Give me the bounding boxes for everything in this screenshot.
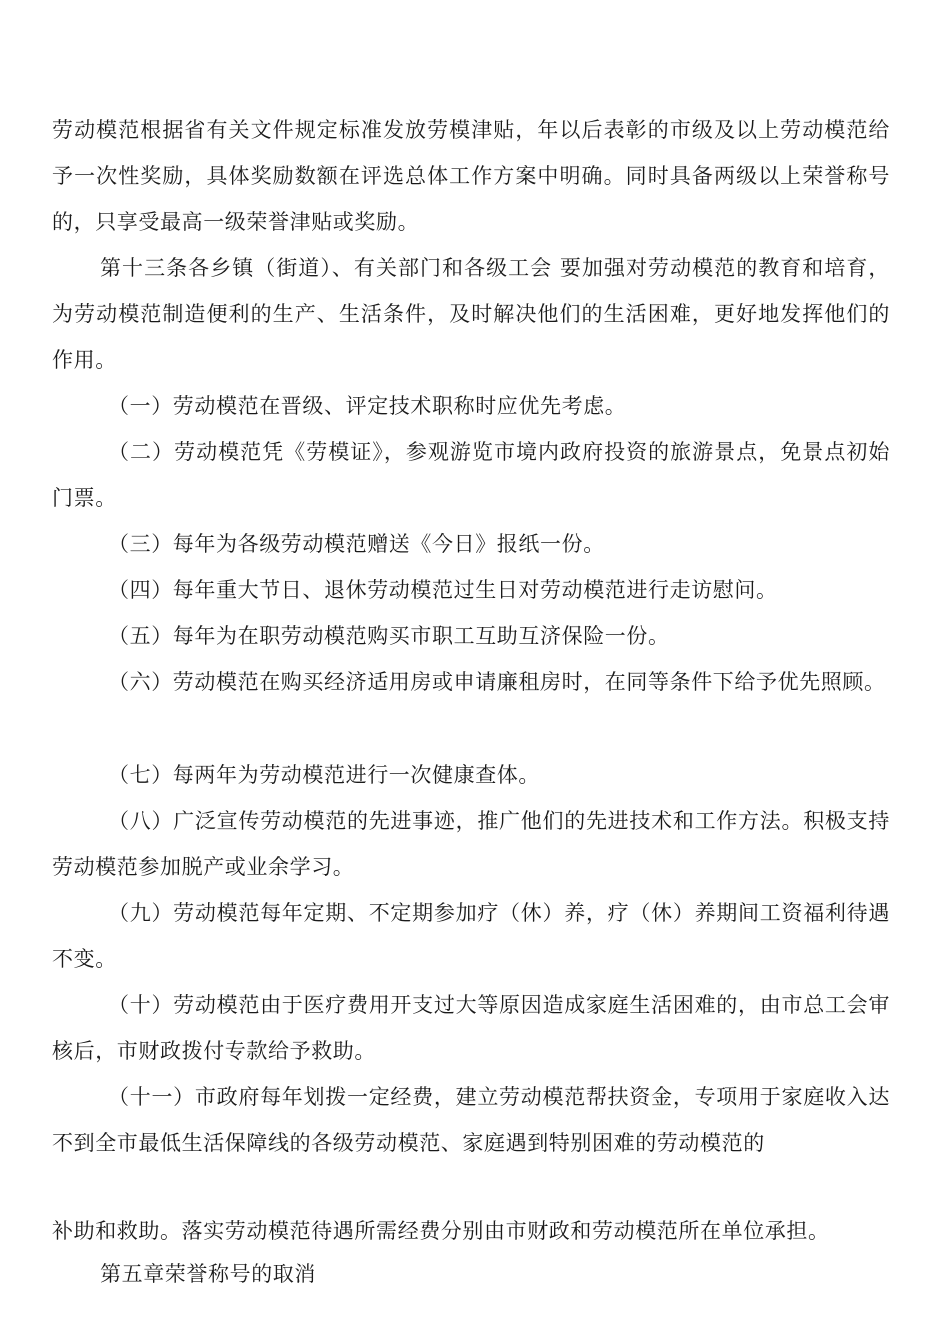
list-item-4: （四）每年重大节日、退休劳动模范过生日对劳动模范进行走访慰问。 [108,578,778,602]
chapter-heading: 第五章荣誉称号的取消 [100,1262,316,1286]
paragraph-allowance: 劳动模范根据省有关文件规定标准发放劳模津贴，年以后表彰的市级及以上劳动模范给予一次性奖励，具体奖励数额在评选总体工作方案中明确。同时具备两级以上荣誉称号的，只享受最高一级荣誉津贴或奖励。 [52,118,890,234]
paragraph-continuation: 补助和救助。落实劳动模范待遇所需经费分别由市财政和劳动模范所在单位承担。 [52,1219,830,1243]
list-item-6: （六）劳动模范在购买经济适用房或申请廉租房时，在同等条件下给予优先照顾。 [108,670,886,694]
list-item-7: （七）每两年为劳动模范进行一次健康查体。 [108,763,540,787]
paragraph-article-13: 第十三条各乡镇（街道）、有关部门和各级工会 要加强对劳动模范的教育和培育，为劳动模范制造便利的生产、生活条件，及时解决他们的生活困难，更好地发挥他们的作用。 [52,256,890,372]
list-item-11: （十一）市政府每年划拨一定经费，建立劳动模范帮扶资金，专项用于家庭收入达不到全市最低生活保障线的各级劳动模范、家庭遇到特别困难的劳动模范的 [52,1085,890,1155]
list-item-10: （十）劳动模范由于医疗费用开支过大等原因造成家庭生活困难的，由市总工会审核后，市财政拨付专款给予救助。 [52,993,890,1063]
list-item-2: （二）劳动模范凭《劳模证》，参观游览市境内政府投资的旅游景点，免景点初始门票。 [52,440,890,510]
list-item-1: （一）劳动模范在晋级、评定技术职称时应优先考虑。 [108,394,627,418]
list-item-9: （九）劳动模范每年定期、不定期参加疗（休）养，疗（休）养期间工资福利待遇不变。 [52,901,890,971]
list-item-5: （五）每年为在职劳动模范购买市职工互助互济保险一份。 [108,624,670,648]
list-item-8: （八）广泛宣传劳动模范的先进事迹，推广他们的先进技术和工作方法。积极支持劳动模范参加脱产或业余学习。 [52,809,890,879]
list-item-3: （三）每年为各级劳动模范赠送《今日》报纸一份。 [108,532,605,556]
